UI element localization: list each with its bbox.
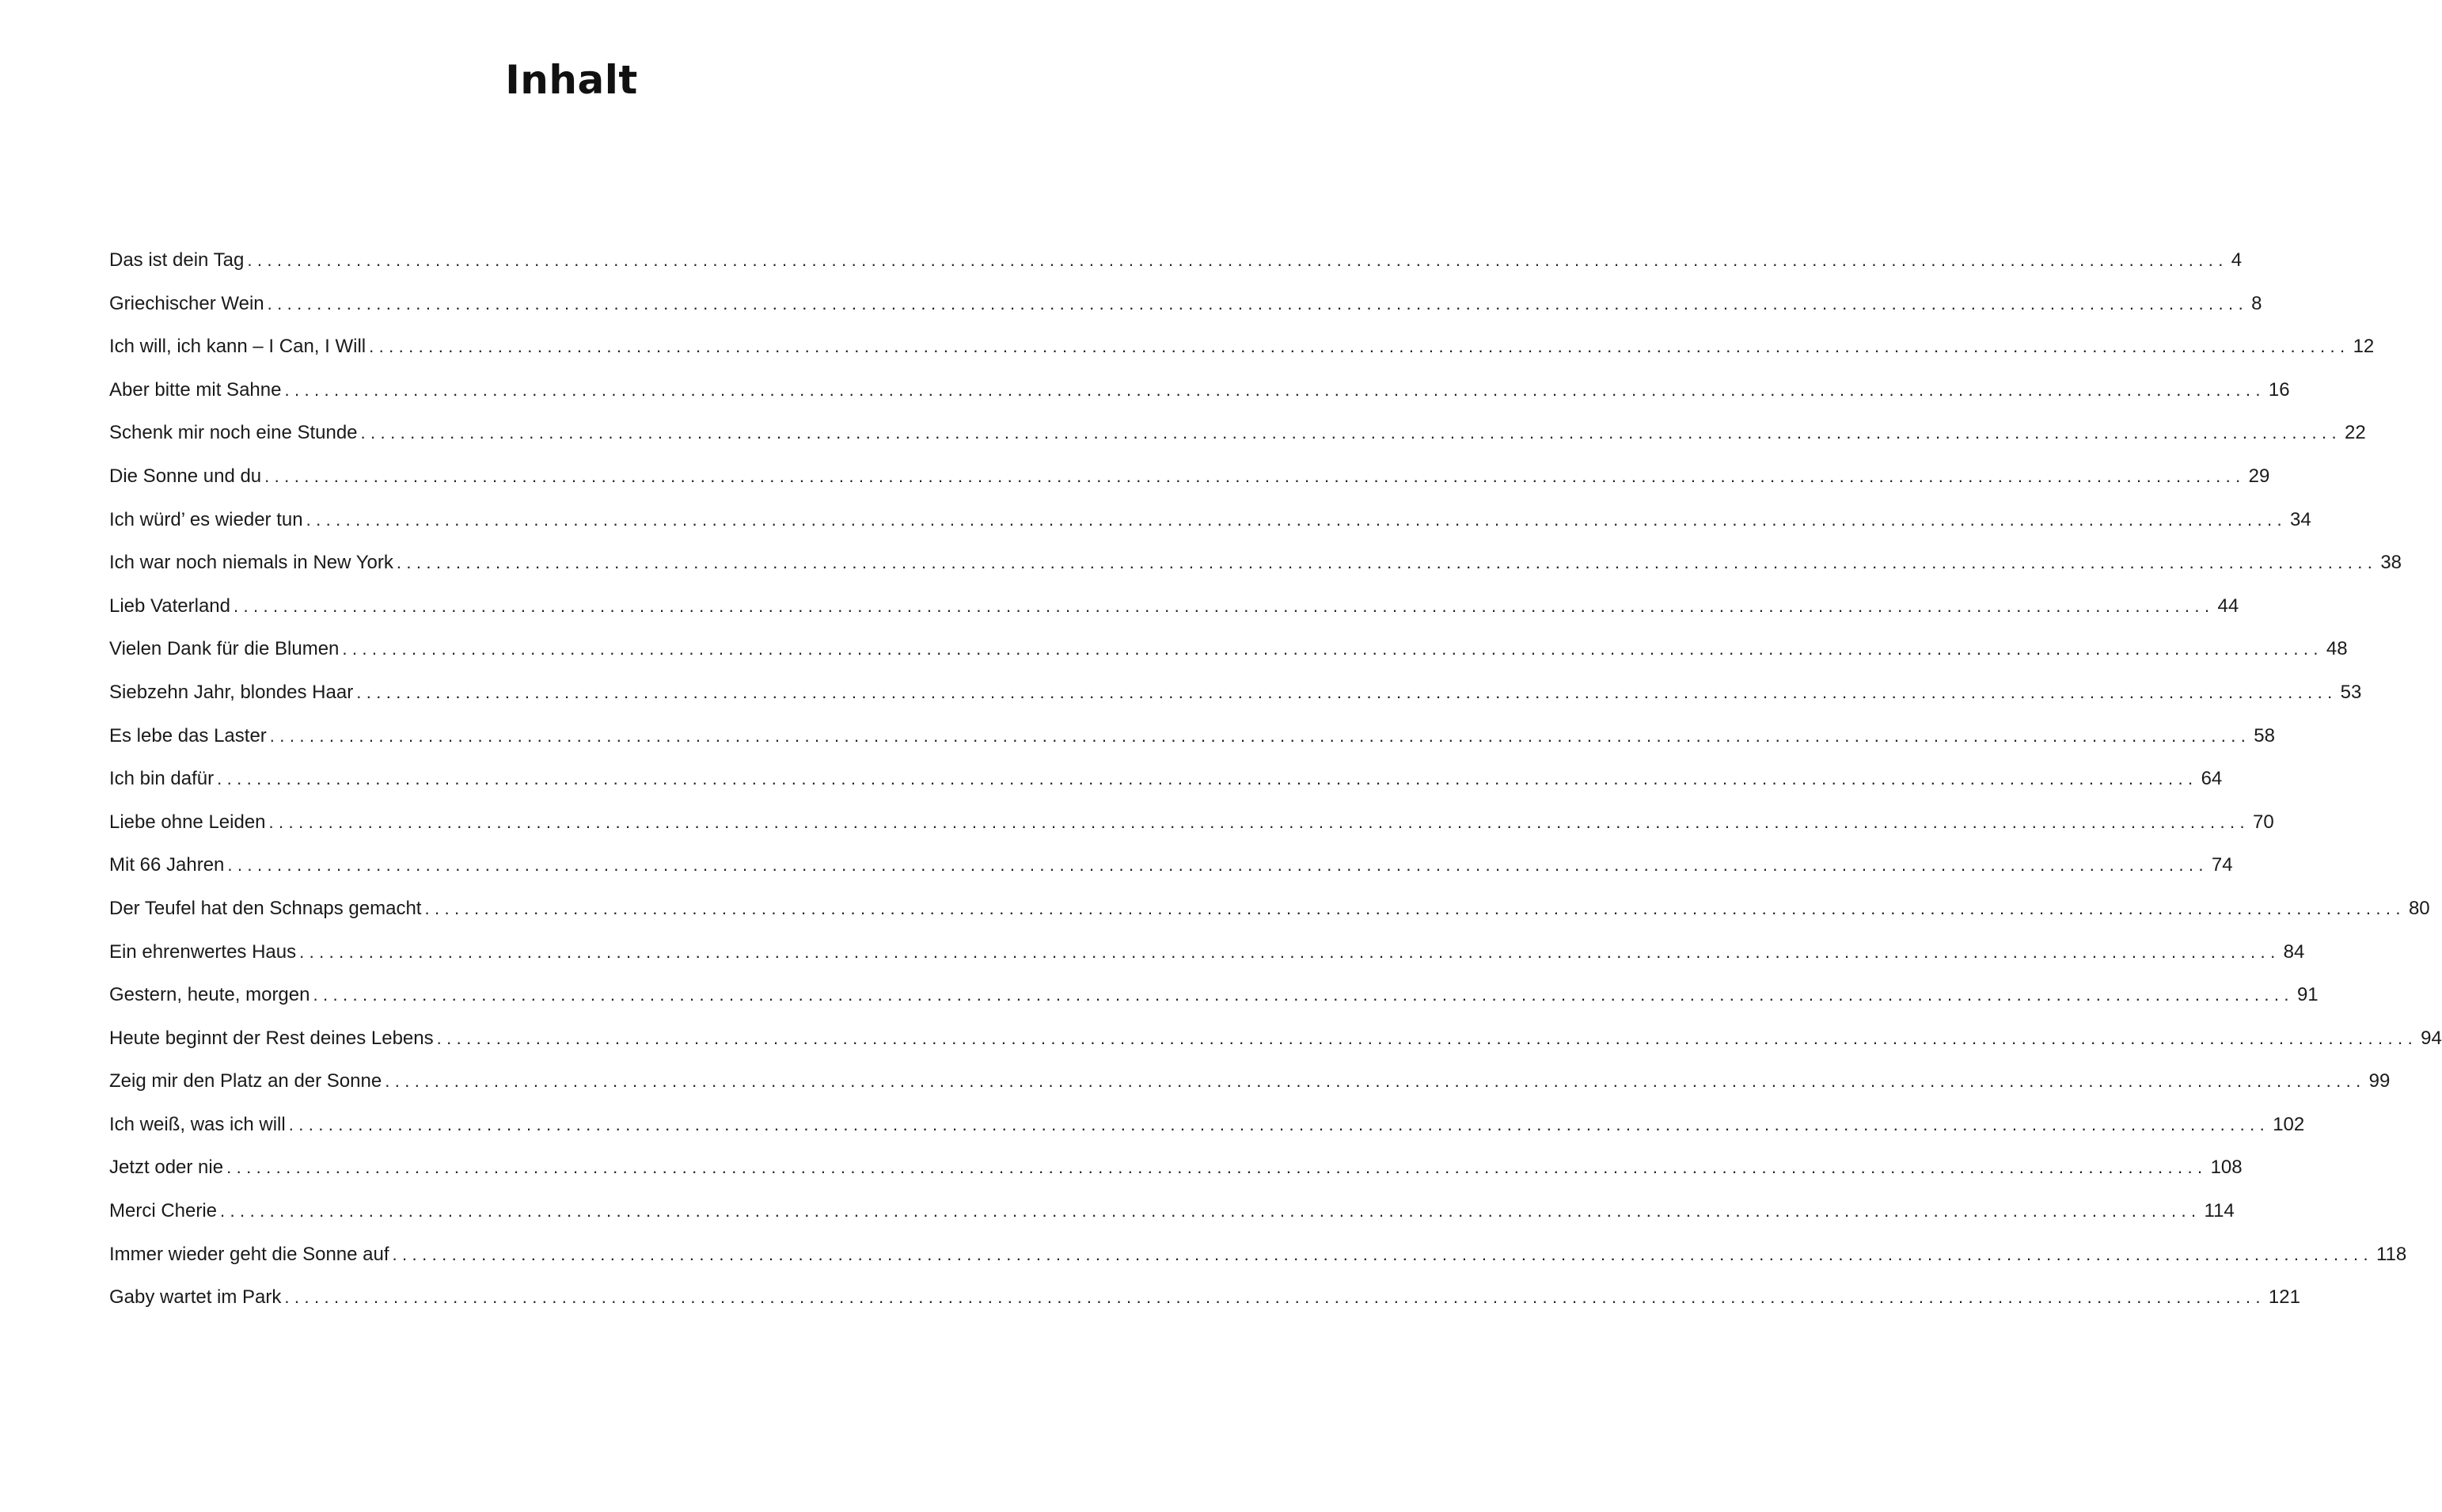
toc-entry-page: 74: [2211, 854, 2233, 876]
toc-entry-title: Mit 66 Jahren: [109, 854, 225, 876]
toc-entry-page: 34: [2290, 508, 2311, 530]
toc-entry-page: 84: [2283, 940, 2305, 963]
dot-leader: ........................................................................................................................................................................................................: [227, 855, 2208, 876]
toc-entry-page: 94: [2421, 1027, 2442, 1049]
toc-entry[interactable]: [109, 1233, 2407, 1277]
dot-leader: ........................................................................................................................................................................................................: [313, 985, 2294, 1005]
toc-entry-page: 22: [2345, 422, 2366, 444]
toc-entry-title: Ein ehrenwertes Haus: [109, 940, 297, 963]
toc-entry[interactable]: [109, 541, 2402, 585]
toc-entry-title: Merci Cherie: [109, 1200, 218, 1222]
toc-entry[interactable]: [109, 455, 2270, 499]
toc-entry-page: 114: [2204, 1200, 2235, 1222]
toc-entry[interactable]: [109, 412, 2366, 455]
toc-entry[interactable]: [109, 1017, 2442, 1061]
toc-entry-title: Es lebe das Laster: [109, 724, 267, 747]
toc-entry[interactable]: [109, 239, 2243, 283]
dot-leader: ........................................................................................................................................................................................................: [269, 725, 2251, 746]
toc-entry-title: Ich will, ich kann – I Can, I Will: [109, 336, 366, 358]
dot-leader: ........................................................................................................................................................................................................: [360, 423, 2341, 443]
toc-entry[interactable]: [109, 499, 2311, 542]
toc-entry-page: 16: [2268, 378, 2290, 401]
toc-entry-title: Siebzehn Jahr, blondes Haar: [109, 681, 354, 703]
dot-leader: ........................................................................................................................................................................................................: [385, 1071, 2366, 1092]
toc-entry-title: Griechischer Wein: [109, 292, 264, 314]
toc-entry-title: Der Teufel hat den Schnaps gemacht: [109, 897, 422, 919]
dot-leader: ........................................................................................................................................................................................................: [234, 595, 2215, 616]
toc-entry[interactable]: [109, 758, 2223, 801]
toc-entry[interactable]: [109, 283, 2262, 326]
toc-entry-title: Die Sonne und du: [109, 465, 262, 487]
toc-entry[interactable]: [109, 325, 2375, 369]
toc-entry-page: 108: [2210, 1157, 2243, 1179]
toc-entry-title: Liebe ohne Leiden: [109, 811, 266, 833]
toc-entry-title: Ich war noch niemals in New York: [109, 552, 393, 574]
toc-entry-title: Aber bitte mit Sahne: [109, 378, 282, 401]
toc-entry-page: 48: [2326, 638, 2348, 660]
toc-entry[interactable]: [109, 844, 2233, 887]
toc-entry[interactable]: [109, 369, 2290, 412]
toc-entry[interactable]: [109, 931, 2305, 974]
toc-entry-page: 4: [2231, 249, 2243, 271]
dot-leader: ........................................................................................................................................................................................................: [436, 1028, 2418, 1048]
toc-entry-page: 53: [2340, 681, 2362, 703]
table-of-contents: [109, 239, 2442, 1320]
toc-entry-page: 80: [2408, 897, 2430, 919]
toc-entry-title: Ich weiß, was ich will: [109, 1113, 286, 1135]
toc-entry-page: 38: [2380, 552, 2402, 574]
toc-entry[interactable]: [109, 1104, 2305, 1147]
toc-entry-page: 102: [2273, 1113, 2305, 1135]
dot-leader: ........................................................................................................................................................................................................: [284, 379, 2265, 400]
toc-entry[interactable]: [109, 585, 2239, 629]
dot-leader: ........................................................................................................................................................................................................: [284, 1287, 2265, 1308]
toc-entry-title: Vielen Dank für die Blumen: [109, 638, 340, 660]
toc-entry-page: 58: [2254, 724, 2275, 747]
toc-entry-page: 44: [2217, 595, 2239, 617]
toc-entry-page: 29: [2248, 465, 2270, 487]
dot-leader: ........................................................................................................................................................................................................: [306, 509, 2288, 530]
toc-entry[interactable]: [109, 628, 2348, 671]
toc-entry-title: Ich würd’ es wieder tun: [109, 508, 303, 530]
toc-entry-page: 64: [2201, 768, 2223, 790]
dot-leader: ........................................................................................................................................................................................................: [264, 465, 2246, 486]
toc-entry[interactable]: [109, 887, 2430, 931]
toc-entry[interactable]: [109, 801, 2274, 845]
toc-entry-title: Zeig mir den Platz an der Sonne: [109, 1070, 382, 1092]
toc-entry[interactable]: [109, 1060, 2391, 1104]
dot-leader: ........................................................................................................................................................................................................: [220, 1201, 2201, 1221]
dot-leader: ........................................................................................................................................................................................................: [392, 1244, 2373, 1264]
toc-entry-title: Schenk mir noch eine Stunde: [109, 422, 358, 444]
toc-entry[interactable]: [109, 1276, 2300, 1320]
page-title: Inhalt: [505, 57, 638, 103]
dot-leader: ........................................................................................................................................................................................................: [342, 639, 2323, 659]
toc-entry-title: Gestern, heute, morgen: [109, 984, 310, 1006]
dot-leader: ........................................................................................................................................................................................................: [396, 553, 2378, 573]
toc-entry-page: 121: [2268, 1286, 2300, 1309]
toc-entry-page: 8: [2251, 292, 2262, 314]
dot-leader: ........................................................................................................................................................................................................: [217, 769, 2198, 789]
toc-entry[interactable]: [109, 974, 2319, 1017]
dot-leader: ........................................................................................................................................................................................................: [299, 941, 2281, 962]
dot-leader: ........................................................................................................................................................................................................: [268, 811, 2250, 832]
dot-leader: ........................................................................................................................................................................................................: [247, 250, 2228, 270]
toc-entry-title: Immer wieder geht die Sonne auf: [109, 1243, 389, 1265]
toc-entry-title: Jetzt oder nie: [109, 1157, 224, 1179]
toc-entry[interactable]: [109, 1190, 2235, 1233]
toc-entry-page: 91: [2296, 984, 2319, 1006]
toc-entry-title: Gaby wartet im Park: [109, 1286, 282, 1309]
toc-entry-title: Lieb Vaterland: [109, 595, 230, 617]
toc-entry-page: 118: [2376, 1243, 2407, 1265]
toc-entry-page: 12: [2353, 336, 2375, 358]
toc-entry-title: Das ist dein Tag: [109, 249, 245, 271]
dot-leader: ........................................................................................................................................................................................................: [288, 1114, 2270, 1134]
toc-entry-page: 70: [2253, 811, 2274, 833]
toc-entry[interactable]: [109, 715, 2275, 758]
toc-entry[interactable]: [109, 671, 2362, 715]
toc-entry-page: 99: [2368, 1070, 2391, 1092]
dot-leader: ........................................................................................................................................................................................................: [356, 682, 2338, 702]
dot-leader: ........................................................................................................................................................................................................: [424, 898, 2406, 918]
toc-entry-title: Heute beginnt der Rest deines Lebens: [109, 1027, 434, 1049]
dot-leader: ........................................................................................................................................................................................................: [267, 293, 2249, 313]
toc-entry[interactable]: [109, 1146, 2243, 1190]
dot-leader: ........................................................................................................................................................................................................: [369, 336, 2350, 357]
toc-entry-title: Ich bin dafür: [109, 768, 215, 790]
dot-leader: ........................................................................................................................................................................................................: [226, 1157, 2208, 1178]
